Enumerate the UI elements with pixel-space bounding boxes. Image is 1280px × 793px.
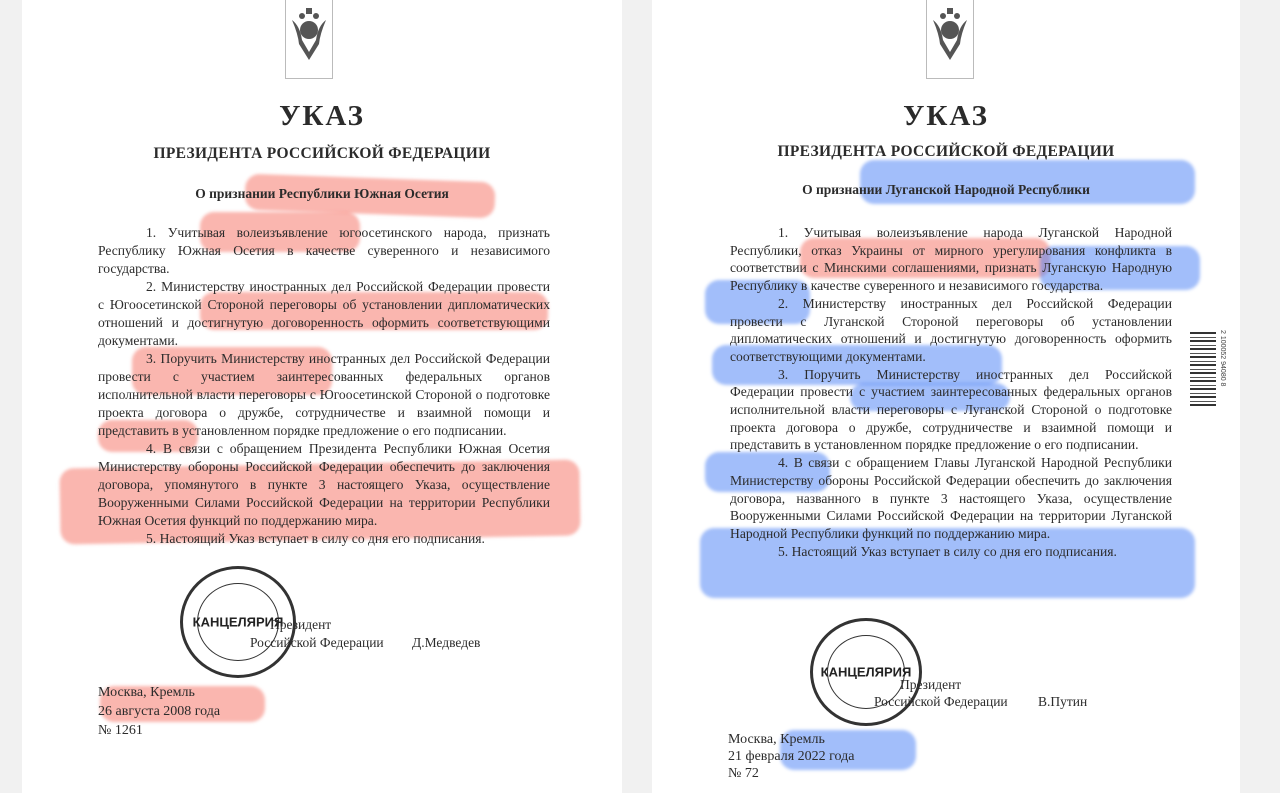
decree-subheading: ПРЕЗИДЕНТА РОССИЙСКОЙ ФЕДЕРАЦИИ xyxy=(777,143,1115,160)
decree-south-ossetia-page xyxy=(22,0,622,793)
signature-title-line2: Российской Федерации xyxy=(874,694,1008,709)
decree-subheading: ПРЕЗИДЕНТА РОССИЙСКОЙ ФЕДЕРАЦИИ xyxy=(153,145,491,162)
signer-name: В.Путин xyxy=(1038,694,1088,709)
paragraph-4: 4. В связи с обращением Главы Луганской Народной Республики Министерству обороны Российской Федерации обеспечить до заключения договора, названного в пункте 3 настоящего Указа, осуществление Вооруженными Силами Российской Федерации на территории Луганской Народной Республики функций по поддержанию мира. xyxy=(730,455,1172,541)
decree-body xyxy=(730,224,1172,560)
paragraph-1: 1. Учитывая волеизъявление югоосетинского народа, признать Республику Южная Осетия в качестве суверенного и независимого государства. xyxy=(98,225,550,276)
stamp-text: КАНЦЕЛЯРИЯ xyxy=(820,664,912,680)
decree-number: № 72 xyxy=(728,766,759,781)
coat-of-arms-emblem-icon xyxy=(926,0,974,79)
decree-heading: УКАЗ xyxy=(903,100,989,132)
decree-lugansk-page xyxy=(652,0,1240,793)
paragraph-5: 5. Настоящий Указ вступает в силу со дня его подписания. xyxy=(778,543,1117,559)
signature-title-line1: Президент xyxy=(900,677,962,692)
paragraph-3: 3. Поручить Министерству иностранных дел Российской Федерации провести с участием заинтересованных федеральных органов исполнительной власти переговоры с Югоосетинской Стороной о подготовке проекта договора о дружбе, сотрудничестве и взаимной помощи и представить в установленном порядке предложение о его подписании. xyxy=(98,351,550,438)
decree-place: Москва, Кремль xyxy=(728,732,825,747)
paragraph-3: 3. Поручить Министерству иностранных дел Российской Федерации провести с участием заинтересованных федеральных органов исполнительной власти переговоры с Луганской Стороной о подготовке проекта договора о дружбе, сотрудничестве и взаимной помощи и представить в установленном порядке предложение о его подписании. xyxy=(730,366,1172,453)
decree-number: № 1261 xyxy=(98,723,143,738)
paragraph-2: 2. Министерству иностранных дел Российской Федерации провести с Югоосетинской Стороной переговоры об установлении дипломатических отношений и достигнутую договоренность оформить соответствующими документами. xyxy=(98,279,550,348)
signature-title-line1: Президент xyxy=(270,617,332,632)
decree-date: 21 февраля 2022 года xyxy=(728,749,855,764)
decree-body xyxy=(98,224,550,548)
paragraph-1: 1. Учитывая волеизъявление народа Луганской Народной Республики, отказ Украины от мирного урегулирования конфликта в соответствии с Минскими соглашениями, признать Луганскую Народную Республику в качестве суверенного и независимого государства. xyxy=(730,225,1172,294)
coat-of-arms-emblem-icon xyxy=(285,0,333,79)
decree-date: 26 августа 2008 года xyxy=(98,704,221,719)
barcode-number: 2 100052 94080 8 xyxy=(1219,330,1226,387)
decree-title: О признании Республики Южная Осетия xyxy=(195,186,449,201)
paragraph-2: 2. Министерству иностранных дел Российской Федерации провести с Луганской Стороной переговоры об установлении дипломатических отношений и достигнутую договоренность оформить соответствующими документами. xyxy=(730,295,1172,364)
stamp-text: КАНЦЕЛЯРИЯ xyxy=(192,614,284,630)
paragraph-5: 5. Настоящий Указ вступает в силу со дня его подписания. xyxy=(146,531,485,546)
paragraph-4: 4. В связи с обращением Президента Республики Южная Осетия Министерству обороны Российской Федерации обеспечить до заключения договора, упомянутого в пункте 3 настоящего Указа, осуществление Вооруженными Силами Российской Федерации на территории Республики Южная Осетия функций по поддержанию мира. xyxy=(98,441,550,528)
barcode xyxy=(1190,330,1226,406)
decree-title: О признании Луганской Народной Республики xyxy=(802,182,1090,197)
decree-place: Москва, Кремль xyxy=(98,685,195,700)
signature-title-line2: Российской Федерации xyxy=(250,635,384,650)
decree-heading: УКАЗ xyxy=(279,100,365,132)
signer-name: Д.Медведев xyxy=(412,635,481,650)
